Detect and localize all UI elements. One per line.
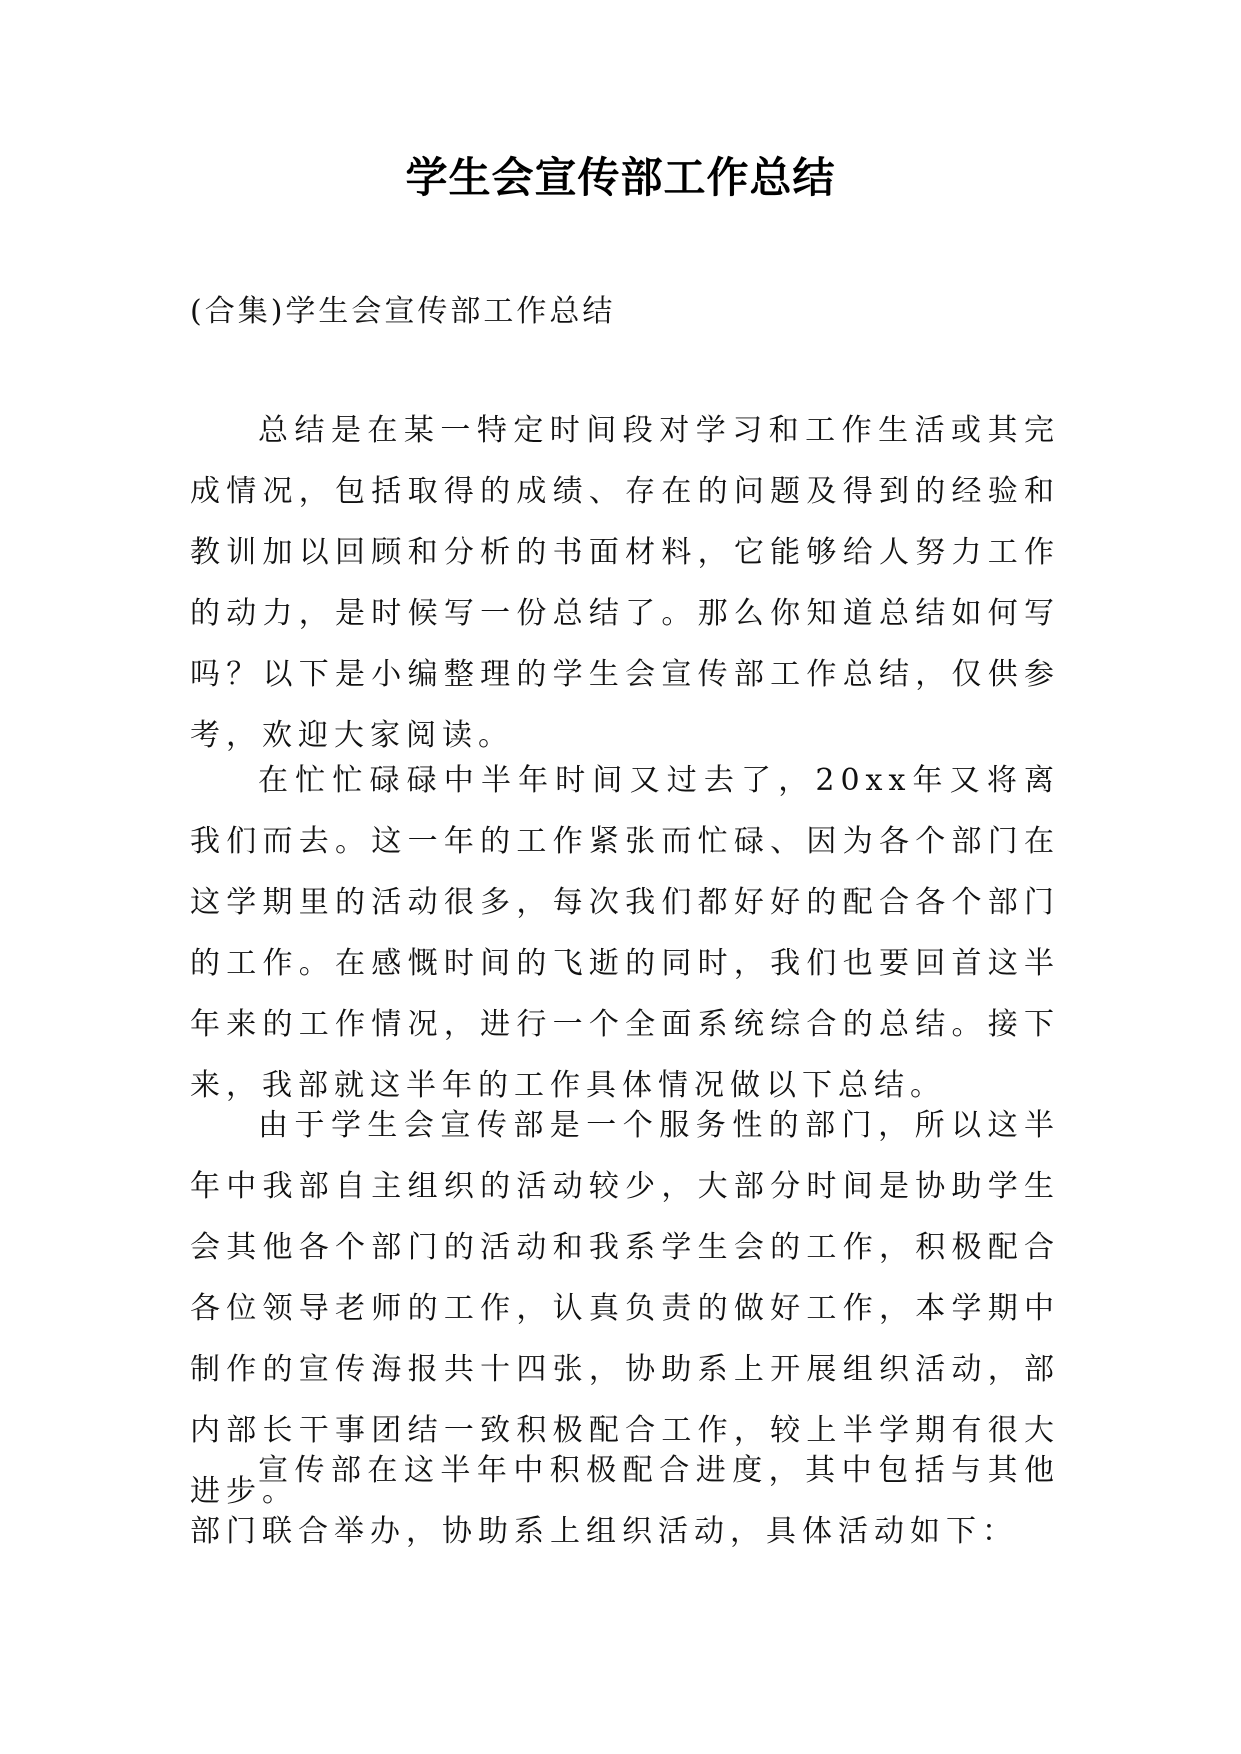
paragraph-activities: 宣传部在这半年中积极配合进度，其中包括与其他部门联合举办，协助系上组织活动，具体活动如下： <box>190 1453 1060 1549</box>
paragraph-work-summary: 由于学生会宣传部是一个服务性的部门，所以这半年中我部自主组织的活动较少，大部分时间是协助学生会其他各个部门的活动和我系学生会的工作，积极配合各位领导老师的工作，认真负责的做好工作，本学期中制作的宣传海报共十四张，协助系上开展组织活动，部内部长干事团结一致积极配合工作，较上半学期有很大进步。 <box>190 1108 1060 1509</box>
paragraph-intro: 总结是在某一特定时间段对学习和工作生活或其完成情况，包括取得的成绩、存在的问题及得到的经验和教训加以回顾和分析的书面材料，它能够给人努力工作的动力，是时候写一份总结了。那么你知道总结如何写吗？以下是小编整理的学生会宣传部工作总结，仅供参考，欢迎大家阅读。 <box>190 413 1060 753</box>
document-title: 学生会宣传部工作总结 <box>405 153 836 202</box>
paragraph-overview: 在忙忙碌碌中半年时间又过去了，20xx年又将离我们而去。这一年的工作紧张而忙碌、因为各个部门在这学期里的活动很多，每次我们都好好的配合各个部门的工作。在感慨时间的飞逝的同时，我们也要回首这半年来的工作情况，进行一个全面系统综合的总结。接下来，我部就这半年的工作具体情况做以下总结。 <box>190 763 1060 1103</box>
document-subtitle: (合集)学生会宣传部工作总结 <box>190 294 616 329</box>
